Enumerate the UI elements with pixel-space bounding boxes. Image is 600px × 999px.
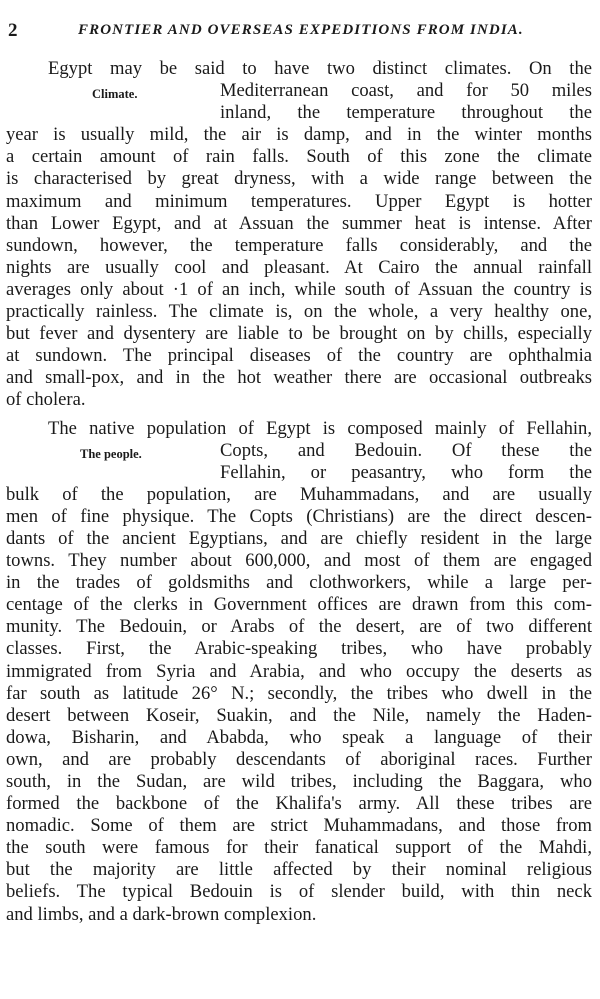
text-line: classes. First, the Arabic-speaking tribes, who have probably (6, 638, 592, 660)
text-line: and limbs, and a dark-brown complexion. (6, 903, 317, 925)
text-line: Copts, and Bedouin. Of these the (220, 439, 592, 461)
text-line: formed the backbone of the Khalifa's army. All these tribes are (6, 793, 592, 815)
text-line: of cholera. (6, 389, 86, 411)
text-line: inland, the temperature throughout the (220, 102, 592, 124)
sidenote-people: The people. (80, 446, 142, 461)
text-line: in the trades of goldsmiths and clothworkers, while a large per- (6, 572, 592, 594)
page-header (6, 20, 592, 44)
text-line: is characterised by great dryness, with a wide range between the (6, 168, 592, 190)
sidenote-climate: Climate. (92, 87, 138, 102)
text-line: nomadic. Some of them are strict Muhammadans, and those from (6, 815, 592, 837)
text-line: far south as latitude 26° N.; secondly, the tribes who dwell in the (6, 682, 592, 704)
text-line: averages only about ·1 of an inch, while south of Assuan the country is (6, 278, 592, 300)
running-title: FRONTIER AND OVERSEAS EXPEDITIONS FROM INDIA. (78, 22, 524, 38)
text-line: south, in the Sudan, are wild tribes, including the Baggara, who (6, 771, 592, 792)
text-line: nights are usually cool and pleasant. At Cairo the annual rainfall (6, 256, 592, 278)
text-line: towns. They number about 600,000, and most of them are engaged (6, 550, 592, 572)
text-line: the south were famous for their fanatical support of the Mahdi, (6, 837, 592, 859)
text-line: dants of the ancient Egyptians, and are chiefly resident in the large (6, 527, 592, 549)
text-line: The native population of Egypt is composed mainly of Fellahin, (48, 417, 592, 439)
text-line: own, and are probably descendants of aboriginal races. Further (6, 748, 592, 770)
text-line: immigrated from Syria and Arabia, and who occupy the deserts as (6, 660, 592, 682)
paragraph-people (6, 418, 592, 926)
text-line: centage of the clerks in Government offices are drawn from this com- (6, 594, 592, 616)
text-line: practically rainless. The climate is, on the whole, a very healthy one, (6, 301, 592, 323)
text-line: Fellahin, or peasantry, who form the (220, 461, 592, 483)
text-line: but fever and dysentery are liable to be brought on by chills, especially (6, 323, 592, 345)
text-line: a certain amount of rain falls. South of this zone the climate (6, 146, 592, 168)
sidenote-row (6, 440, 592, 484)
text-line: dowa, Bisharin, and Ababda, who speak a language of their (6, 726, 592, 748)
text-line: sundown, however, the temperature falls considerably, and the (6, 234, 592, 256)
text-line: year is usually mild, the air is damp, and in the winter months (6, 124, 592, 146)
text-line: at sundown. The principal diseases of the country are ophthalmia (6, 345, 592, 367)
text-line: Mediterranean coast, and for 50 miles (220, 80, 592, 102)
text-line: Egypt may be said to have two distinct climates. On the (48, 58, 592, 79)
text-line: desert between Koseir, Suakin, and the Nile, namely the Haden- (6, 704, 592, 726)
text-line: beliefs. The typical Bedouin is of slender build, with thin neck (6, 881, 592, 903)
body-text (6, 58, 592, 926)
text-line: men of fine physique. The Copts (Christians) are the direct descen- (6, 505, 592, 527)
text-line: maximum and minimum temperatures. Upper Egypt is hotter (6, 190, 592, 212)
text-line: and small-pox, and in the hot weather there are occasional outbreaks (6, 367, 592, 389)
text-line: but the majority are little affected by their nominal religious (6, 859, 592, 881)
text-line: munity. The Bedouin, or Arabs of the desert, are of two different (6, 616, 592, 638)
text-line: than Lower Egypt, and at Assuan the summer heat is intense. After (6, 212, 592, 234)
text-line: bulk of the population, are Muhammadans, and are usually (6, 483, 592, 505)
sidenote-row (6, 80, 592, 124)
paragraph-climate (6, 58, 592, 412)
page-number: 2 (8, 20, 18, 41)
